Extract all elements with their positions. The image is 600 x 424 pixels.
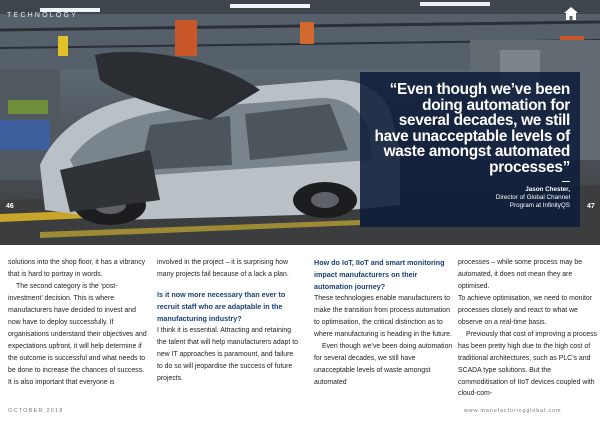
quote-author-role-line1: Director of Global Channel xyxy=(495,193,570,201)
interview-question: Is it now more necessary than ever to recruit staff who are adaptable in the manufacturing industry? xyxy=(157,289,286,323)
paragraph: solutions into the shop floor, it has a vibrancy that is hard to portray in words. xyxy=(8,259,146,278)
interview-question: How do IoT, IIoT and smart monitoring impact manufacturers on their automation journey? xyxy=(314,258,445,291)
spacer xyxy=(157,281,298,289)
paragraph: I think it is essential. Attracting and retaining the talent that will help manufacturers adapt to new IT approaches is paramount, and failure to do so will jeopardise the success of future projects. xyxy=(157,326,298,382)
page-number-right: 47 xyxy=(587,203,595,210)
footer-date: OCTOBER 2018 xyxy=(8,408,64,414)
pull-quote-text: “Even though we’ve been doing automation for several decades, we still have unacceptable levels of waste amongst automated processes” xyxy=(374,81,570,176)
home-glyph xyxy=(563,6,579,21)
quote-author-role-line2: Program at InfinityQS xyxy=(509,201,570,209)
page-number-left: 46 xyxy=(6,203,14,210)
paragraph: Even though we’ve been doing automation for several decades, we still have unacceptable levels of waste amongst automated xyxy=(314,342,453,386)
footer-website-link[interactable]: www.manufacturingglobal.com xyxy=(464,408,562,414)
home-icon[interactable] xyxy=(563,6,583,26)
article-column-3 xyxy=(314,257,455,388)
paragraph: To achieve optimisation, we need to monitor processes closely and react to what we observe on a real-time basis. xyxy=(458,294,593,326)
paragraph: processes – while some process may be automated, it does not mean they are optimised. xyxy=(458,259,583,290)
pull-quote xyxy=(360,72,580,227)
paragraph: The second category is the ‘post-investment’ decision. This is where manufacturers have decided to invest and now have to deploy successfully. If organisations understand their objectives and expectations upfront, it will help determine if the outcome is successful and what needs to be done to increase the chances of success. It is also important that everyone is xyxy=(8,282,147,386)
article-column-4 xyxy=(458,257,599,400)
quote-divider xyxy=(562,181,570,182)
paragraph: Previously that cost of improving a process has been pretty high due to the high cost of traditional architectures, such as PLC’s and SCADA type solutions. But the commoditisation of IIoT devices coupled with cloud-com- xyxy=(458,330,597,398)
paragraph: involved in the project – it is surprising how many projects fail because of a lack a plan. xyxy=(157,259,289,278)
article-column-2 xyxy=(157,257,298,385)
quote-author-name: Jason Chester, xyxy=(525,185,570,193)
article-column-1 xyxy=(8,257,149,388)
section-label: TECHNOLOGY xyxy=(7,12,79,19)
paragraph: These technologies enable manufacturers to make the transition from process automation to optimisation, the critical distinction as to where manufacturing is heading in the future. xyxy=(314,294,452,338)
